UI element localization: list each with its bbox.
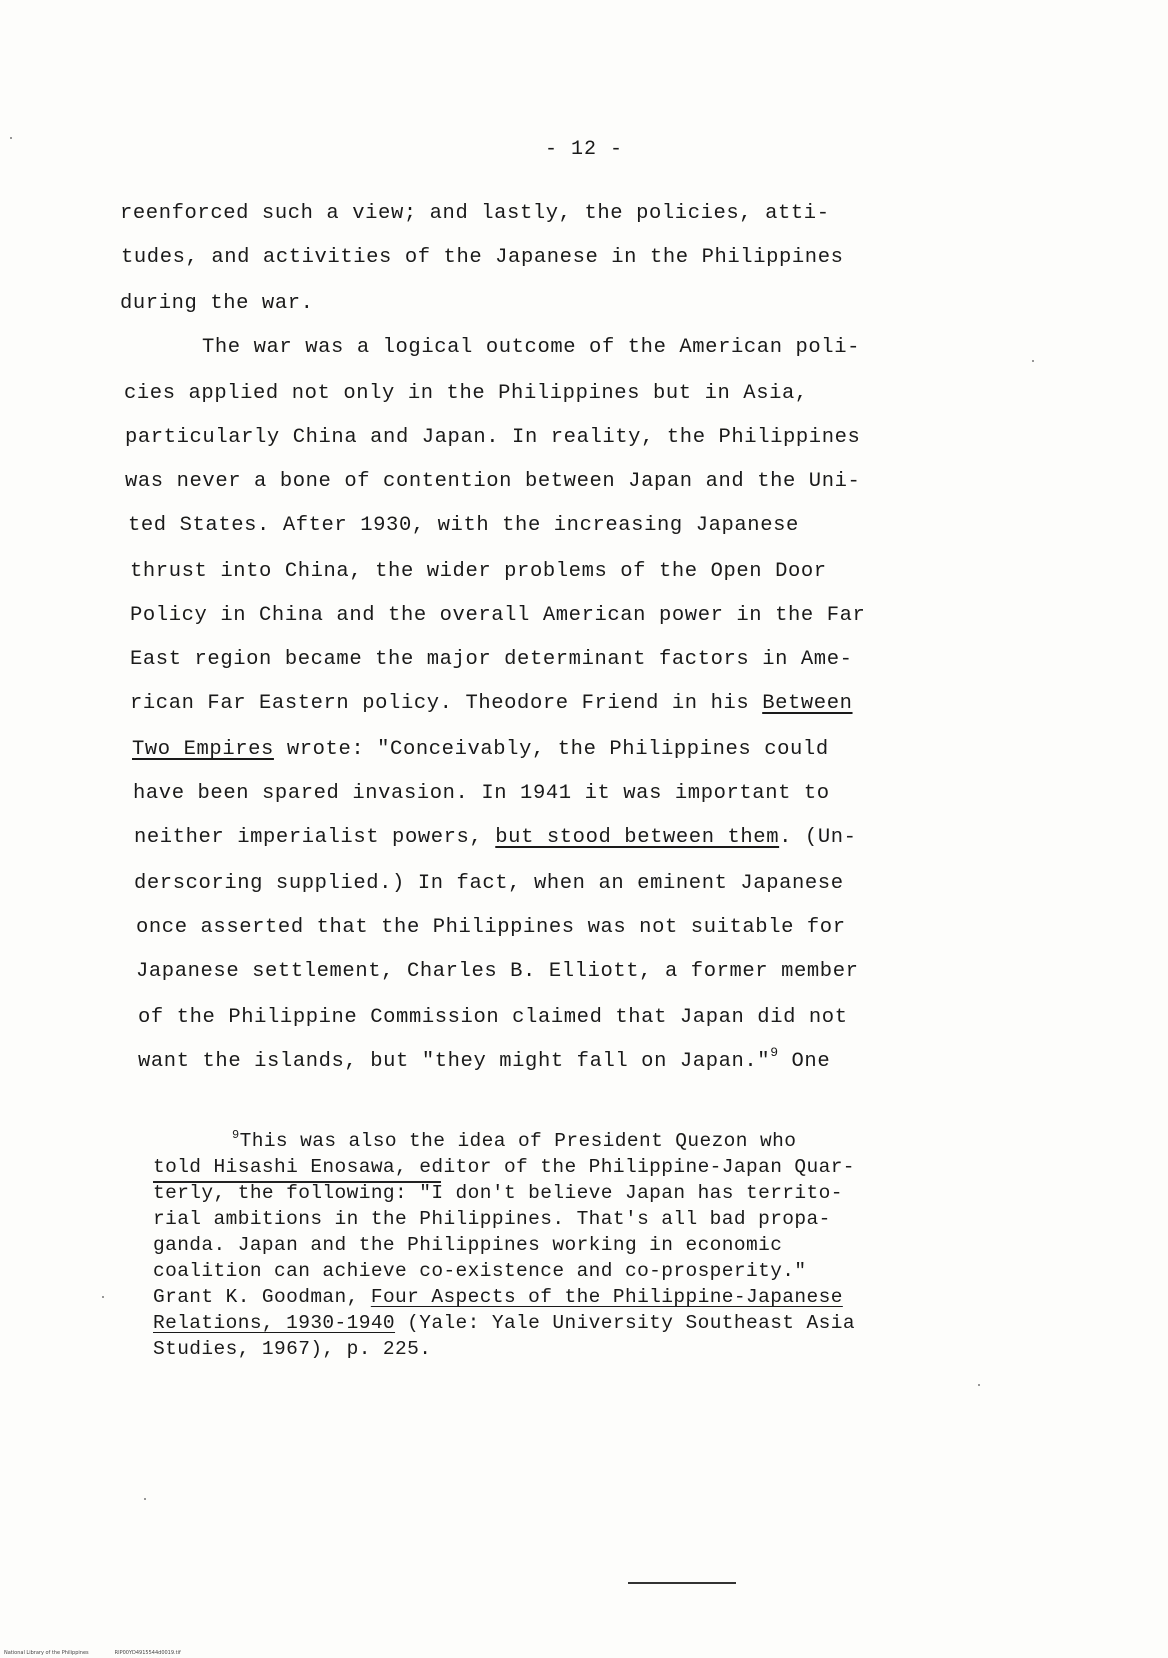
body-text: . (Un- [779,826,857,849]
footnote-line: told Hisashi Enosawa, editor of the Philippine-Japan Quar- [153,1156,855,1178]
body-text: want the islands, but "they might fall on Japan." [138,1050,771,1073]
footnote-line: coalition can achieve co-existence and co-prosperity." [153,1260,807,1282]
body-line: tudes, and activities of the Japanese in the Philippines [121,246,844,269]
body-line: The war was a logical outcome of the American poli- [202,336,861,359]
file-id: RIP00YD4915544d0019.tif [114,1650,181,1656]
footnote-line [153,1288,843,1308]
body-line: of the Philippine Commission claimed that Japan did not [138,1006,848,1029]
body-line: Japanese settlement, Charles B. Elliott, a former member [136,960,859,983]
footnote-line: Studies, 1967), p. 225. [153,1338,432,1360]
body-line: thrust into China, the wider problems of the Open Door [130,560,827,583]
body-line [138,1045,831,1073]
body-line: was never a bone of contention between Japan and the Uni- [125,470,861,493]
footnote-line: terly, the following: "I don't believe Japan has territo- [153,1182,843,1204]
body-line: reenforced such a view; and lastly, the policies, atti- [120,202,830,225]
body-text: neither imperialist powers, [134,826,496,849]
body-line: once asserted that the Philippines was not suitable for [136,916,846,939]
citation-title-underlined: Relations, 1930-1940 [153,1312,396,1334]
scan-speck [978,1384,980,1386]
body-line [132,740,829,761]
body-line: particularly China and Japan. In reality, the Philippines [125,426,861,449]
scan-footer [4,1650,181,1656]
footnote-marker: 9 [232,1128,240,1142]
footnote-text: Grant K. Goodman, [153,1286,371,1308]
body-text: One [778,1050,831,1073]
scan-speck [102,1296,104,1298]
footnote-line: rial ambitions in the Philippines. That's all bad propa- [153,1208,831,1230]
body-line: during the war. [120,292,314,315]
underscored-phrase: but stood between them [495,826,780,849]
body-line: derscoring supplied.) In fact, when an eminent Japanese [134,872,844,895]
footnote-text: (Yale: Yale University Southeast Asia [395,1312,855,1334]
footnote-reference: 9 [770,1045,779,1060]
scan-speck [144,1498,146,1500]
footnote-text: This was also the idea of President Quezon who [239,1130,797,1152]
body-line: East region became the major determinant factors in Ame- [130,648,853,671]
scan-speck [1032,360,1034,362]
footnote-line [153,1314,855,1334]
body-line [134,828,857,849]
book-title-underlined: Between [762,692,853,715]
body-text: wrote: "Conceivably, the Philippines could [273,738,829,761]
body-line [130,694,853,715]
body-line: ted States. After 1930, with the increasing Japanese [128,514,799,537]
body-line: cies applied not only in the Philippines but in Asia, [124,382,808,405]
library-credit: National Library of the Philippines [4,1650,89,1656]
citation-title-underlined: Four Aspects of the Philippine-Japanese [370,1286,843,1308]
bottom-rule [628,1582,736,1584]
footnote-line: ganda. Japan and the Philippines working in economic [153,1234,783,1256]
body-line: Policy in China and the overall American power in the Far [130,604,866,627]
page-number: - 12 - [544,138,623,161]
footnote-line [232,1128,797,1152]
body-text: rican Far Eastern policy. Theodore Friend in his [130,692,763,715]
scan-speck [10,137,12,139]
body-line: have been spared invasion. In 1941 it was important to [133,782,830,805]
book-title-underlined: Two Empires [132,738,274,761]
